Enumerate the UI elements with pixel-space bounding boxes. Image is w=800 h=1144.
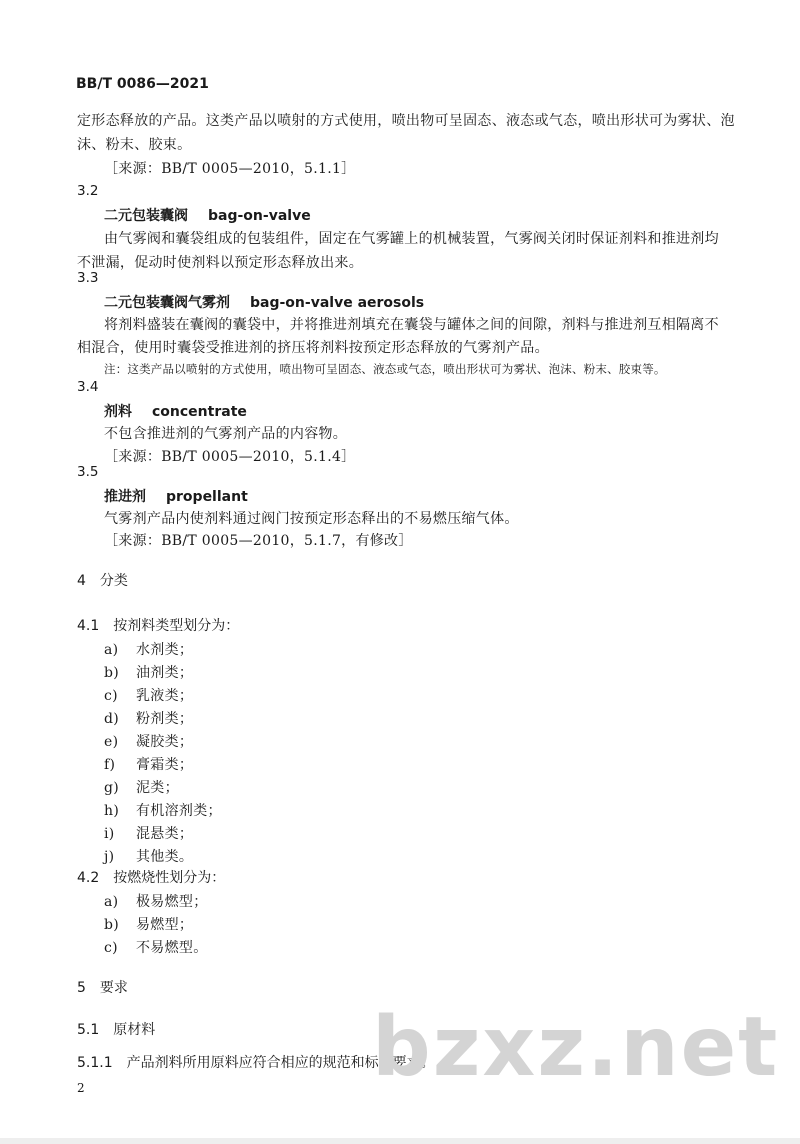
section-heading: 4 分类 [77,573,128,589]
list-item-text: 水剂类； [136,642,194,658]
list-item [104,823,193,843]
list-item [104,914,193,934]
term-cn: 二元包装囊阀 [104,208,188,224]
paragraph-line: 沫、粉末、胶束。 [77,137,192,153]
term-cn: 二元包装囊阀气雾剂 [104,295,230,311]
list-item [104,937,208,957]
term-number: 3.5 [77,464,99,480]
term-number: 3.4 [77,379,99,395]
term-heading [104,486,248,506]
term-number: 3.3 [77,270,99,286]
term-number: 3.2 [77,183,99,199]
note: 注：这类产品以喷射的方式使用，喷出物可呈固态、液态或气态，喷出形状可为雾状、泡沫、粉末、胶束等。 [104,362,666,376]
term-cn: 推进剂 [104,489,146,505]
clause-text: 5.1.1 产品剂料所用原料应符合相应的规范和标准要求。 [77,1055,435,1071]
list-item [104,662,193,682]
list-item [104,800,222,820]
list-item [104,777,179,797]
list-item-text: 易燃型； [136,917,194,933]
page-edge [0,1138,800,1144]
list-item-text: 不易燃型。 [136,940,208,956]
list-item [104,891,208,911]
definition-line: 不泄漏，促动时使剂料以预定形态释放出来。 [77,255,363,271]
list-item-letter: c) [104,688,118,704]
list-item-text: 油剂类； [136,665,194,681]
definition-line: 相混合，使用时囊袋受推进剂的挤压将剂料按预定形态释放的气雾剂产品。 [77,340,549,356]
list-item-letter: c) [104,940,118,956]
list-item-text: 凝胶类； [136,734,194,750]
list-item-text: 粉剂类； [136,711,194,727]
definition-line: 不包含推进剂的气雾剂产品的内容物。 [104,426,348,442]
list-item [104,685,193,705]
list-item-text: 混悬类； [136,826,194,842]
subsection-heading: 5.1 原材料 [77,1022,156,1038]
definition-line: 由气雾阀和囊袋组成的包装组件，固定在气雾罐上的机械装置，气雾阀关闭时保证剂料和推进剂均 [104,231,719,247]
term-en: bag-on-valve [208,208,311,224]
list-item-text: 泥类； [136,780,179,796]
list-item-letter: e) [104,734,119,750]
list-item-letter: j) [104,849,115,865]
paragraph-line: 定形态释放的产品。这类产品以喷射的方式使用，喷出物可呈固态、液态或气态，喷出形状可为雾状、泡 [77,113,735,129]
list-item-letter: h) [104,803,120,819]
term-cn: 剂料 [104,404,132,420]
list-item-text: 极易燃型； [136,894,208,910]
watermark: bzxz.net [372,1000,780,1095]
standard-number: BB/T 0086—2021 [76,76,209,92]
list-item-letter: a) [104,894,119,910]
definition-line: 气雾剂产品内使剂料通过阀门按预定形态释出的不易燃压缩气体。 [104,511,519,527]
page-number: 2 [77,1081,85,1095]
list-item-letter: g) [104,780,120,796]
list-item [104,846,193,866]
list-item-letter: f) [104,757,116,773]
list-item-text: 乳液类； [136,688,194,704]
list-item-text: 膏霜类； [136,757,194,773]
section-heading: 5 要求 [77,980,128,996]
list-item [104,754,193,774]
term-en: concentrate [152,404,247,420]
list-item-letter: a) [104,642,119,658]
subsection-heading: 4.2 按燃烧性划分为： [77,870,226,886]
term-heading [104,401,247,421]
subsection-heading: 4.1 按剂料类型划分为： [77,618,240,634]
list-item-text: 有机溶剂类； [136,803,222,819]
list-item [104,731,193,751]
list-item-letter: d) [104,711,120,727]
term-en: propellant [166,489,248,505]
source-citation: ［来源：BB/T 0005—2010，5.1.1］ [104,161,356,177]
list-item-letter: b) [104,665,120,681]
source-citation: ［来源：BB/T 0005—2010，5.1.7，有修改］ [104,533,413,549]
list-item [104,639,193,659]
list-item-letter: i) [104,826,115,842]
list-item [104,708,193,728]
list-item-text: 其他类。 [136,849,194,865]
term-heading [104,292,424,312]
source-citation: ［来源：BB/T 0005—2010，5.1.4］ [104,449,356,465]
list-item-letter: b) [104,917,120,933]
term-en: bag-on-valve aerosols [250,295,425,311]
definition-line: 将剂料盛装在囊阀的囊袋中，并将推进剂填充在囊袋与罐体之间的间隙，剂料与推进剂互相隔离不 [104,317,719,333]
term-heading [104,205,311,225]
